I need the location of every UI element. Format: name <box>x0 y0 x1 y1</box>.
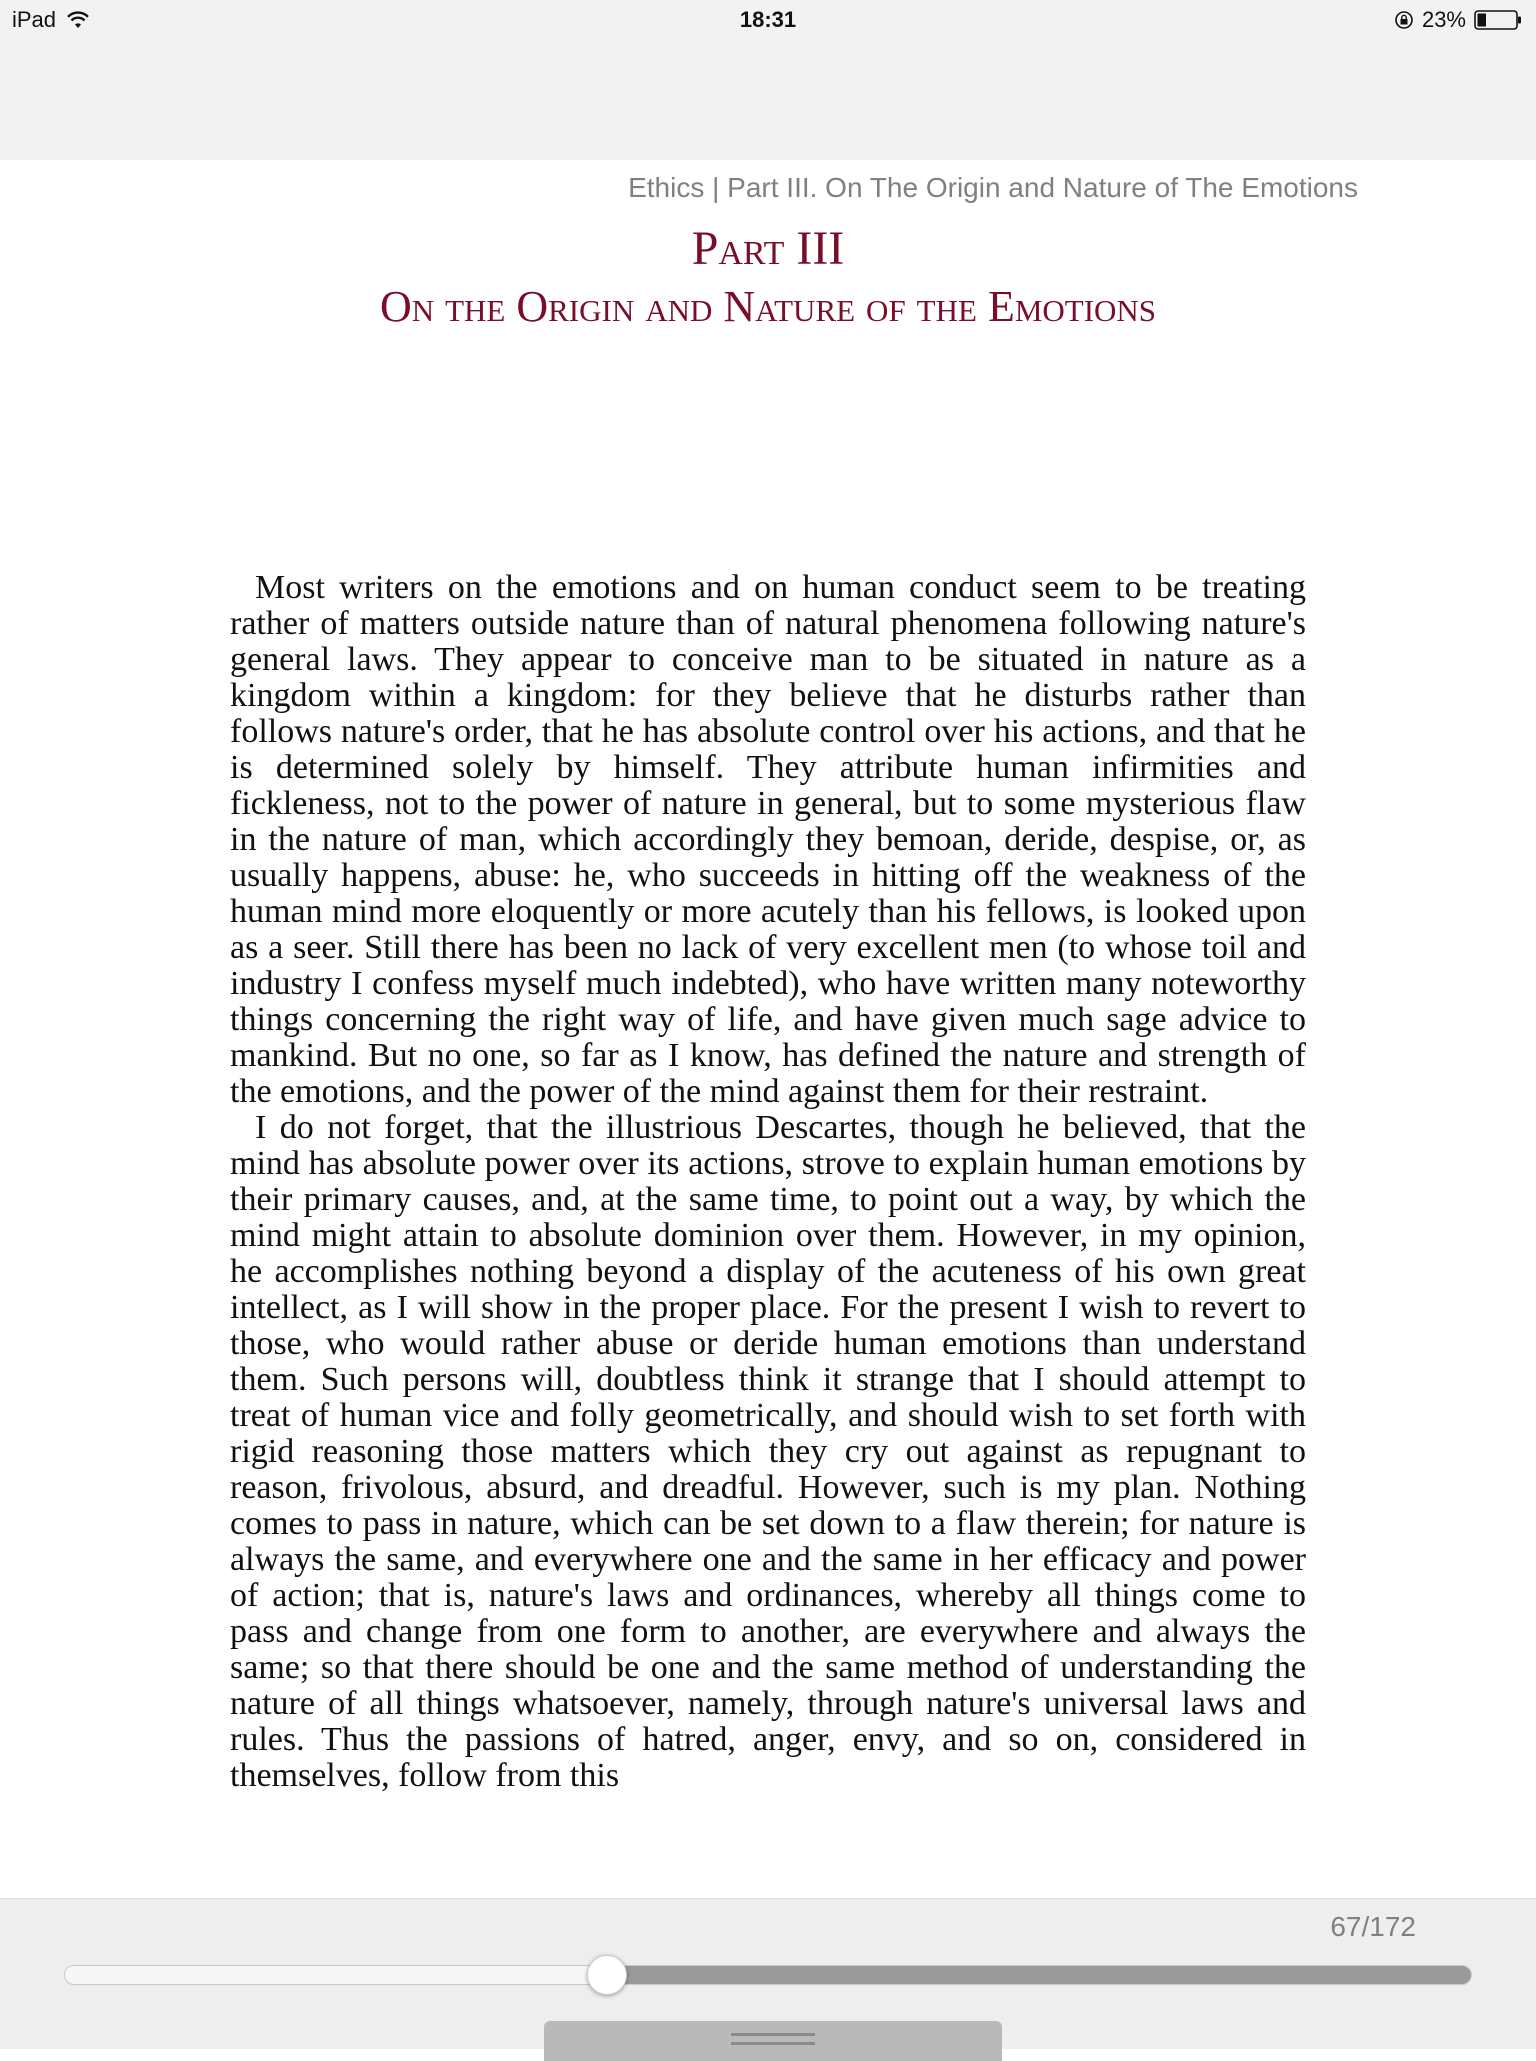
battery-percent: 23% <box>1421 7 1466 32</box>
part-title: On the Origin and Nature of the Emotions <box>379 282 1157 331</box>
grip-line <box>731 2033 815 2036</box>
status-time: 18:31 <box>739 7 797 32</box>
drawer-handle[interactable] <box>544 2021 1002 2061</box>
grip-icon <box>731 2033 815 2047</box>
status-right-group <box>1394 7 1522 33</box>
rotation-lock-icon <box>1394 10 1414 30</box>
status-bar <box>0 0 1536 40</box>
paragraph: Most writers on the emotions and on human conduct seem to be treating rather of matters outside nature than of natural phenomena following nature's general laws. They appear to conceive man to be situated in nature as a kingdom within a kingdom: for they believe that he disturbs rather than follows nature's order, that he has absolute control over his actions, and that he is determined solely by himself. They attribute human infirmities and fickleness, not to the power of nature in general, but to some mysterious flaw in the nature of man, which accordingly they bemoan, deride, despise, or, as usually happens, abuse: he, who succeeds in hitting off the weakness of the human mind more eloquently or more acutely than his fellows, is looked upon as a seer. Still there has been no lack of very excellent men (to whose toil and industry I confess myself much indebted), who have written many noteworthy things concerning the right way of life, and have given much sage advice to mankind. But no one, so far as I know, has defined the nature and strength of the emotions, and the power of the mind against them for their restraint. <box>230 569 1306 1110</box>
page-indicator: 67/172 <box>1330 1911 1416 1942</box>
battery-icon <box>1474 9 1522 31</box>
page-slider[interactable] <box>64 1965 1472 1985</box>
part-number: Part III <box>691 222 845 275</box>
grip-line <box>731 2042 815 2045</box>
bottom-navigation-bar <box>0 1898 1536 2049</box>
running-header: Ethics | Part III. On The Origin and Nature of The Emotions <box>628 172 1358 203</box>
top-toolbar-area <box>0 0 1536 160</box>
book-page[interactable] <box>0 160 1536 1898</box>
page-slider-thumb[interactable] <box>587 1955 627 1995</box>
chapter-heading <box>0 220 1536 336</box>
slider-remaining-fill <box>606 1966 1471 1984</box>
device-name: iPad <box>12 7 57 32</box>
paragraph: I do not forget, that the illustrious Descartes, though he believed, that the mind has absolute power over its actions, strove to explain human emotions by their primary causes, and, at the same time, to point out a way, by which the mind might attain to absolute dominion over them. However, in my opinion, he accomplishes nothing beyond a display of the acuteness of his own great intellect, as I will show in the proper place. For the present I wish to revert to those, who would rather abuse or deride human emotions than understand them. Such persons will, doubtless think it strange that I should attempt to treat of human vice and folly geometrically, and should wish to set forth with rigid reasoning those matters which they cry out against as repugnant to reason, frivolous, absurd, and dreadful. However, such is my plan. Nothing comes to pass in nature, which can be set down to a flaw therein; for nature is always the same, and everywhere one and the same in her efficacy and power of action; that is, nature's laws and ordinances, whereby all things come to pass and change from one form to another, are everywhere and always the same; so that there should be one and the same method of understanding the nature of all things whatsoever, namely, through nature's universal laws and rules. Thus the passions of hatred, anger, envy, and so on, considered in themselves, follow from this <box>230 1109 1306 1794</box>
body-text <box>230 570 1306 1794</box>
